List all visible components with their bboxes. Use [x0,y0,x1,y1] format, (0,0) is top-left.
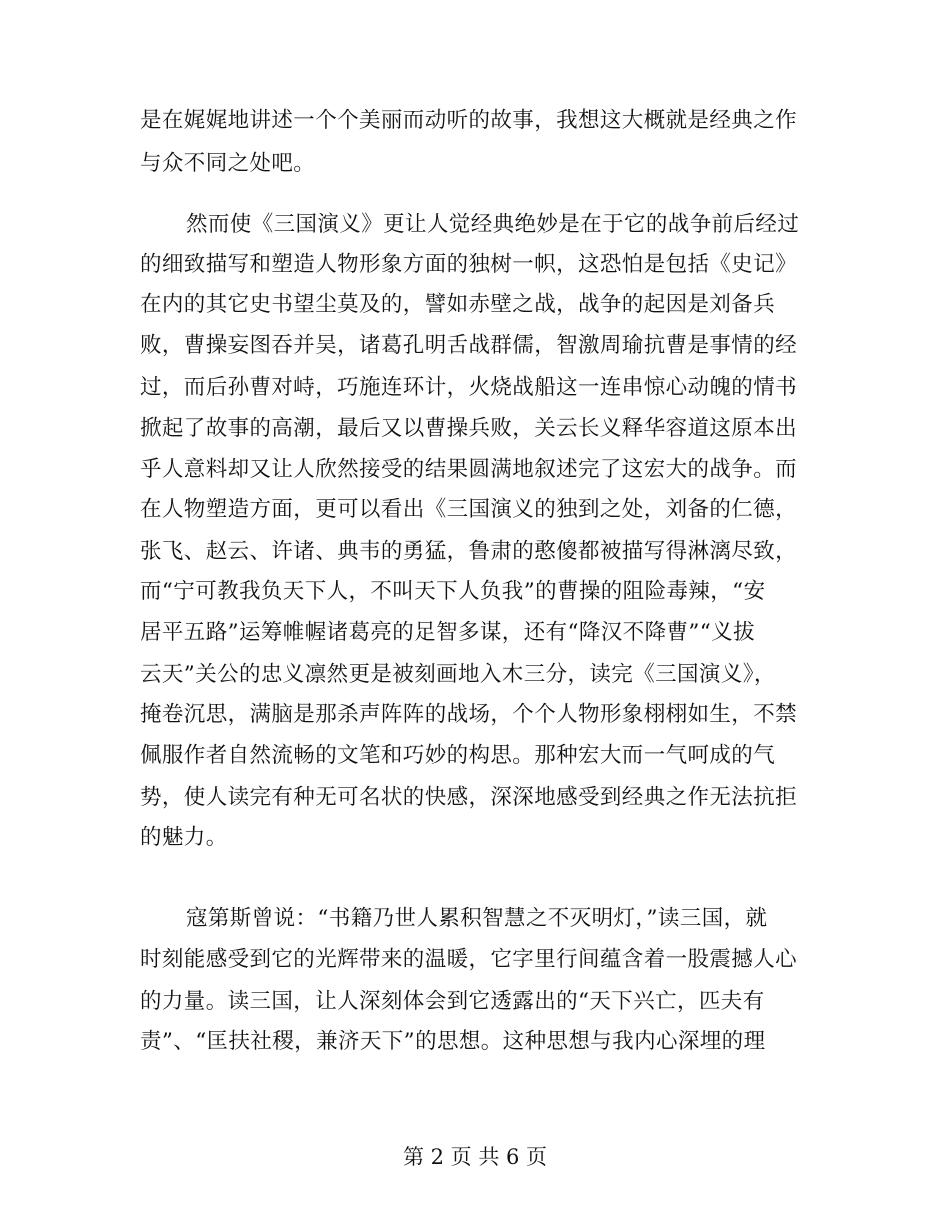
paragraph-2-line-2: 的细致描写和塑造人物形象方面的独树一帜，这恐怕是包括《史记》 [140,252,798,277]
paragraph-2-line-6: 掀起了故事的高潮，最后又以曹操兵败，关云长义释华容道这原本出 [140,416,798,441]
paragraph-2-line-3: 在内的其它史书望尘莫及的，譬如赤壁之战，战争的起因是刘备兵 [140,292,776,317]
paragraph-2-line-11: 居平五路”运筹帷幄诸葛亮的足智多谋，还有“降汉不降曹”“义拔 [140,620,755,645]
paragraph-3-line-2: 时刻能感受到它的光辉带来的温暖，它字里行间蕴含着一股震撼人心 [140,947,798,972]
paragraph-2-line-16: 的魅力。 [140,825,228,850]
paragraph-2-line-14: 佩服作者自然流畅的文笔和巧妙的构思。那种宏大而一气呵成的气 [140,743,776,768]
paragraph-1-line-2: 与众不同之处吧。 [140,151,316,176]
paragraph-3-line-4: 责”、“匡扶社稷，兼济天下”的思想。这种思想与我内心深埋的理 [140,1029,766,1054]
paragraph-1-line-1: 是在娓娓地讲述一个个美丽而动听的故事，我想这大概就是经典之作 [140,108,798,133]
paragraph-2-line-9: 张飞、赵云、许诸、典韦的勇猛，鲁肃的憨傻都被描写得淋漓尽致， [140,539,798,564]
paragraph-2-line-7: 乎人意料却又让人欣然接受的结果圆满地叙述完了这宏大的战争。而 [140,457,798,482]
paragraph-2-line-12: 云天”关公的忠义凛然更是被刻画地入木三分，读完《三国演义》， [140,662,776,687]
paragraph-2-line-8: 在人物塑造方面，更可以看出《三国演义的独到之处，刘备的仁德， [140,497,798,522]
paragraph-2-line-15: 势，使人读完有种无可名状的快感，深深地感受到经典之作无法抗拒 [140,785,798,810]
paragraph-2-line-5: 过，而后孙曹对峙，巧施连环计，火烧战船这一连串惊心动魄的情书 [140,375,798,400]
paragraph-3-line-3: 的力量。读三国，让人深刻体会到它透露出的“天下兴亡，匹夫有 [140,989,765,1014]
paragraph-3-line-1: 寇第斯曾说：“书籍乃世人累积智慧之不灭明灯，”读三国，就 [186,906,768,931]
paragraph-2-line-10: 而“宁可教我负天下人，不叫天下人负我”的曹操的阻险毒辣，“安 [140,579,766,604]
page-number-footer: 第 2 页 共 6 页 [402,1145,548,1169]
paragraph-2-line-4: 败，曹操妄图吞并吴，诸葛孔明舌战群儒，智激周瑜抗曹是事情的经 [140,333,798,358]
paragraph-2-line-13: 掩卷沉思，满脑是那杀声阵阵的战场，个个人物形象栩栩如生，不禁 [140,702,798,727]
paragraph-2-line-1: 然而使《三国演义》更让人觉经典绝妙是在于它的战争前后经过 [186,212,800,237]
